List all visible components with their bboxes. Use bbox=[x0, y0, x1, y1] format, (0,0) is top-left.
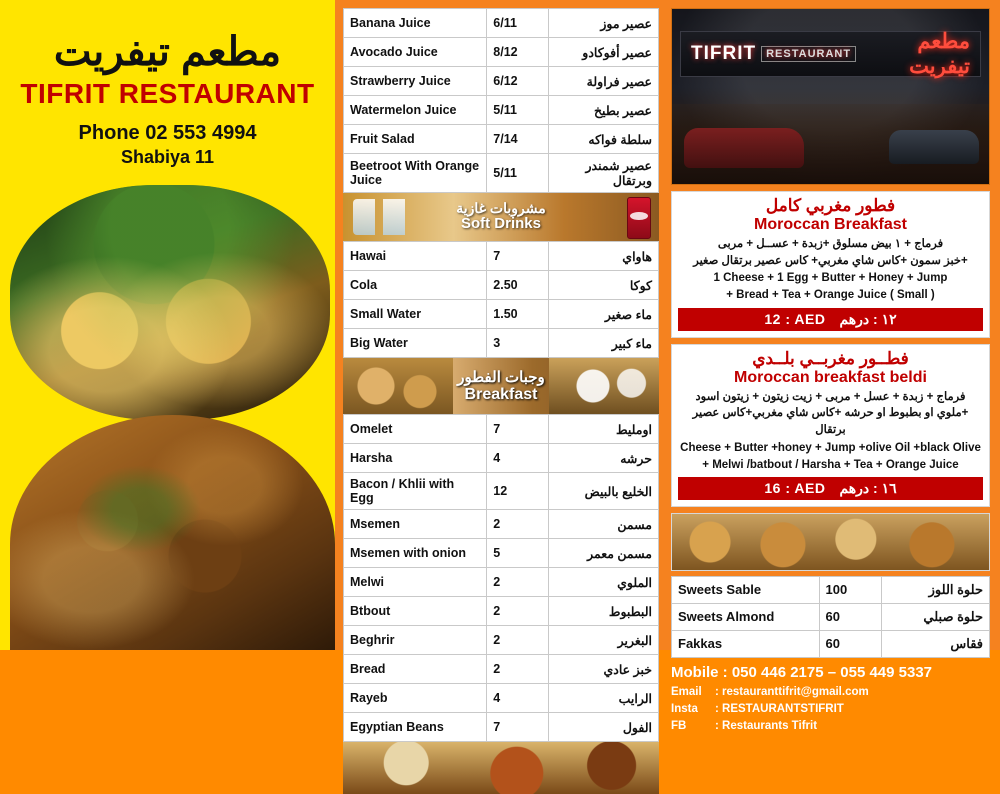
item-name: Cola bbox=[344, 271, 487, 300]
item-name-arabic: البغرير bbox=[549, 626, 659, 655]
table-row bbox=[344, 626, 659, 655]
area-line: Shabiya 11 bbox=[120, 147, 215, 167]
item-price: 2.50 bbox=[487, 271, 549, 300]
milk-glass-photo bbox=[549, 358, 659, 414]
item-price: 12 bbox=[487, 473, 549, 510]
table-row bbox=[344, 568, 659, 597]
pastry-photo bbox=[343, 358, 453, 414]
item-price: 6/12 bbox=[487, 67, 549, 96]
table-row bbox=[672, 576, 990, 603]
restaurant-name-english: TIFRIT RESTAURANT bbox=[20, 78, 315, 109]
item-price: 2 bbox=[487, 597, 549, 626]
email-value[interactable]: : restauranttifrit@gmail.com bbox=[715, 685, 869, 698]
soft-drinks-table bbox=[343, 241, 659, 358]
table-row bbox=[344, 67, 659, 96]
item-price: 60 bbox=[819, 603, 882, 630]
offer-price-arabic: ١٦ : درهم bbox=[839, 479, 897, 496]
water-bottles-icon bbox=[353, 199, 409, 235]
phone-line: Phone 02 553 4994 bbox=[78, 122, 257, 144]
offer-moroccan-breakfast-beldi bbox=[671, 344, 990, 507]
table-row bbox=[344, 38, 659, 67]
breakfast-title-arabic: وجبات الفطور bbox=[457, 369, 545, 386]
item-name-arabic: خبز عادي bbox=[549, 655, 659, 684]
item-price: 8/12 bbox=[487, 38, 549, 67]
sweets-photo bbox=[671, 513, 990, 571]
item-name: Fakkas bbox=[672, 630, 820, 657]
table-row bbox=[344, 444, 659, 473]
item-name: Small Water bbox=[344, 300, 487, 329]
item-price: 100 bbox=[819, 576, 882, 603]
item-name: Harsha bbox=[344, 444, 487, 473]
middle-column bbox=[335, 0, 665, 735]
item-name: Melwi bbox=[344, 568, 487, 597]
table-row bbox=[344, 271, 659, 300]
item-price: 2 bbox=[487, 510, 549, 539]
facebook-row bbox=[671, 718, 990, 735]
tea-photo bbox=[10, 185, 330, 420]
facebook-value[interactable]: : Restaurants Tifrit bbox=[715, 720, 818, 733]
storefront-signboard bbox=[680, 31, 981, 77]
item-name-arabic: عصير بطيخ bbox=[549, 96, 659, 125]
offer-title-english: Moroccan Breakfast bbox=[754, 216, 907, 233]
right-column bbox=[665, 0, 1000, 733]
email-label: Email bbox=[671, 685, 702, 698]
offer-arabic-line-1: فرماج + زبدة + عسل + مربى + زيت زيتون + زيتون اسود bbox=[695, 390, 966, 403]
soft-drinks-header bbox=[343, 193, 659, 241]
item-price: 7 bbox=[487, 415, 549, 444]
cola-can-icon bbox=[627, 197, 651, 239]
tagine-photo bbox=[343, 742, 659, 794]
juices-table bbox=[343, 8, 659, 193]
item-name: Watermelon Juice bbox=[344, 96, 487, 125]
item-name-arabic: سلطة فواكه bbox=[549, 125, 659, 154]
table-row bbox=[344, 655, 659, 684]
table-row bbox=[344, 9, 659, 38]
table-row bbox=[344, 597, 659, 626]
item-price: 6/11 bbox=[487, 9, 549, 38]
offer-title-english: Moroccan breakfast beldi bbox=[734, 368, 927, 386]
table-row bbox=[344, 329, 659, 358]
item-name-arabic: عصير شمندر وبرتقال bbox=[549, 154, 659, 193]
table-row bbox=[344, 684, 659, 713]
sign-name-arabic: مطعم تيفريت bbox=[909, 30, 970, 78]
sweets-table bbox=[671, 576, 990, 658]
table-row bbox=[344, 300, 659, 329]
offer-english-line-1: 1 Cheese + 1 Egg + Butter + Honey + Jump bbox=[713, 272, 948, 285]
item-price: 7 bbox=[487, 242, 549, 271]
item-name-arabic: الرايب bbox=[549, 684, 659, 713]
item-name-arabic: البطبوط bbox=[549, 597, 659, 626]
item-price: 5/11 bbox=[487, 154, 549, 193]
sign-name-english bbox=[691, 43, 856, 65]
table-row bbox=[344, 510, 659, 539]
sign-badge: RESTAURANT bbox=[761, 46, 856, 62]
table-row bbox=[672, 603, 990, 630]
table-row bbox=[344, 473, 659, 510]
item-price: 5/11 bbox=[487, 96, 549, 125]
offer-moroccan-breakfast bbox=[671, 191, 990, 338]
item-price: 7 bbox=[487, 713, 549, 742]
item-price: 4 bbox=[487, 444, 549, 473]
table-row bbox=[344, 96, 659, 125]
item-name: Beghrir bbox=[344, 626, 487, 655]
item-price: 4 bbox=[487, 684, 549, 713]
offer-english-line-1: Cheese + Butter +honey + Jump +olive Oil +black Olive bbox=[680, 441, 981, 454]
item-name-arabic: مسمن معمر bbox=[549, 539, 659, 568]
table-row bbox=[344, 539, 659, 568]
item-name-arabic: مسمن bbox=[549, 510, 659, 539]
item-name-arabic: الملوي bbox=[549, 568, 659, 597]
item-name: Fruit Salad bbox=[344, 125, 487, 154]
couscous-photo bbox=[10, 415, 335, 650]
offer-arabic-line-2: +خبز سمون +كاس شاي مغربي+ كاس عصير برتقال صغير bbox=[693, 254, 968, 267]
item-name-arabic: هاواي bbox=[549, 242, 659, 271]
item-name: Msemen with onion bbox=[344, 539, 487, 568]
item-name-arabic: عصير أفوكادو bbox=[549, 38, 659, 67]
contact-block bbox=[671, 664, 990, 736]
table-row bbox=[672, 630, 990, 657]
email-row bbox=[671, 684, 990, 701]
soft-drinks-title-arabic: مشروبات غازية bbox=[456, 200, 546, 217]
offer-price-bar bbox=[678, 477, 983, 500]
sign-name-text: TIFRIT bbox=[691, 43, 757, 64]
car-photo-2 bbox=[889, 130, 979, 164]
item-name: Beetroot With Orange Juice bbox=[344, 154, 487, 193]
offer-price-arabic: ١٢ : درهم bbox=[839, 310, 897, 327]
item-name: Egyptian Beans bbox=[344, 713, 487, 742]
table-row bbox=[344, 125, 659, 154]
car-photo bbox=[684, 128, 804, 168]
item-name: Rayeb bbox=[344, 684, 487, 713]
item-name: Msemen bbox=[344, 510, 487, 539]
brand-block bbox=[0, 0, 335, 168]
instagram-label: Insta bbox=[671, 702, 698, 715]
offer-price-english: 16 : AED bbox=[764, 480, 826, 497]
item-price: 2 bbox=[487, 655, 549, 684]
item-name-arabic: عصير فراولة bbox=[549, 67, 659, 96]
offer-price-english: 12 : AED bbox=[764, 311, 826, 328]
item-name: Btbout bbox=[344, 597, 487, 626]
instagram-row bbox=[671, 701, 990, 718]
item-name-arabic: اوملیط bbox=[549, 415, 659, 444]
item-name-arabic: فقاس bbox=[882, 630, 990, 657]
item-name-arabic: الفول bbox=[549, 713, 659, 742]
item-name: Strawberry Juice bbox=[344, 67, 487, 96]
item-name-arabic: حرشه bbox=[549, 444, 659, 473]
item-name: Sweets Sable bbox=[672, 576, 820, 603]
storefront-photo bbox=[671, 8, 990, 185]
offer-price-bar bbox=[678, 308, 983, 331]
table-row bbox=[344, 415, 659, 444]
item-name: Banana Juice bbox=[344, 9, 487, 38]
offer-title-arabic: فطــور مغربــي بلــدي bbox=[752, 348, 909, 368]
item-name: Bacon / Khlii with Egg bbox=[344, 473, 487, 510]
breakfast-title-english: Breakfast bbox=[464, 386, 538, 403]
soft-drinks-title-english: Soft Drinks bbox=[460, 215, 541, 233]
offer-arabic-line-2: +ملوي او بطبوط او حرشه +كاس شاي مغربي+كاس عصير برتقال bbox=[692, 407, 969, 436]
item-name: Hawai bbox=[344, 242, 487, 271]
item-name: Sweets Almond bbox=[672, 603, 820, 630]
item-price: 60 bbox=[819, 630, 882, 657]
table-row bbox=[344, 713, 659, 742]
table-row bbox=[344, 242, 659, 271]
item-name: Bread bbox=[344, 655, 487, 684]
item-name-arabic: الخليع بالبيض bbox=[549, 473, 659, 510]
offer-title-arabic: فطور مغربي كامل bbox=[765, 196, 896, 215]
item-price: 3 bbox=[487, 329, 549, 358]
item-price: 5 bbox=[487, 539, 549, 568]
item-name: Avocado Juice bbox=[344, 38, 487, 67]
item-price: 2 bbox=[487, 568, 549, 597]
restaurant-name-arabic: مطعم تيفريت bbox=[53, 30, 282, 74]
offer-english-line-2: + Bread + Tea + Orange Juice ( Small ) bbox=[726, 289, 935, 302]
item-name: Big Water bbox=[344, 329, 487, 358]
offer-arabic-line-1: فرماج + ١ بيض مسلوق +زبدة + عســل + مربى bbox=[717, 238, 944, 250]
mobile-numbers: Mobile : 050 446 2175 – 055 449 5337 bbox=[671, 663, 933, 681]
item-name: Omelet bbox=[344, 415, 487, 444]
item-name-arabic: ماء صغير bbox=[549, 300, 659, 329]
item-price: 7/14 bbox=[487, 125, 549, 154]
offer-english-line-2: + Melwi /batbout / Harsha + Tea + Orange Juice bbox=[702, 458, 959, 471]
item-name-arabic: ماء كبير bbox=[549, 329, 659, 358]
brand-panel bbox=[0, 0, 335, 650]
item-name-arabic: حلوة صبلي bbox=[882, 603, 990, 630]
item-name-arabic: كوكا bbox=[549, 271, 659, 300]
instagram-value[interactable]: : RESTAURANTSTIFRIT bbox=[715, 702, 844, 715]
item-name-arabic: حلوة اللوز bbox=[882, 576, 990, 603]
breakfast-header bbox=[343, 358, 659, 414]
table-row bbox=[344, 154, 659, 193]
breakfast-table bbox=[343, 414, 659, 742]
item-price: 1.50 bbox=[487, 300, 549, 329]
item-price: 2 bbox=[487, 626, 549, 655]
item-name-arabic: عصير موز bbox=[549, 9, 659, 38]
facebook-label: FB bbox=[671, 720, 687, 733]
